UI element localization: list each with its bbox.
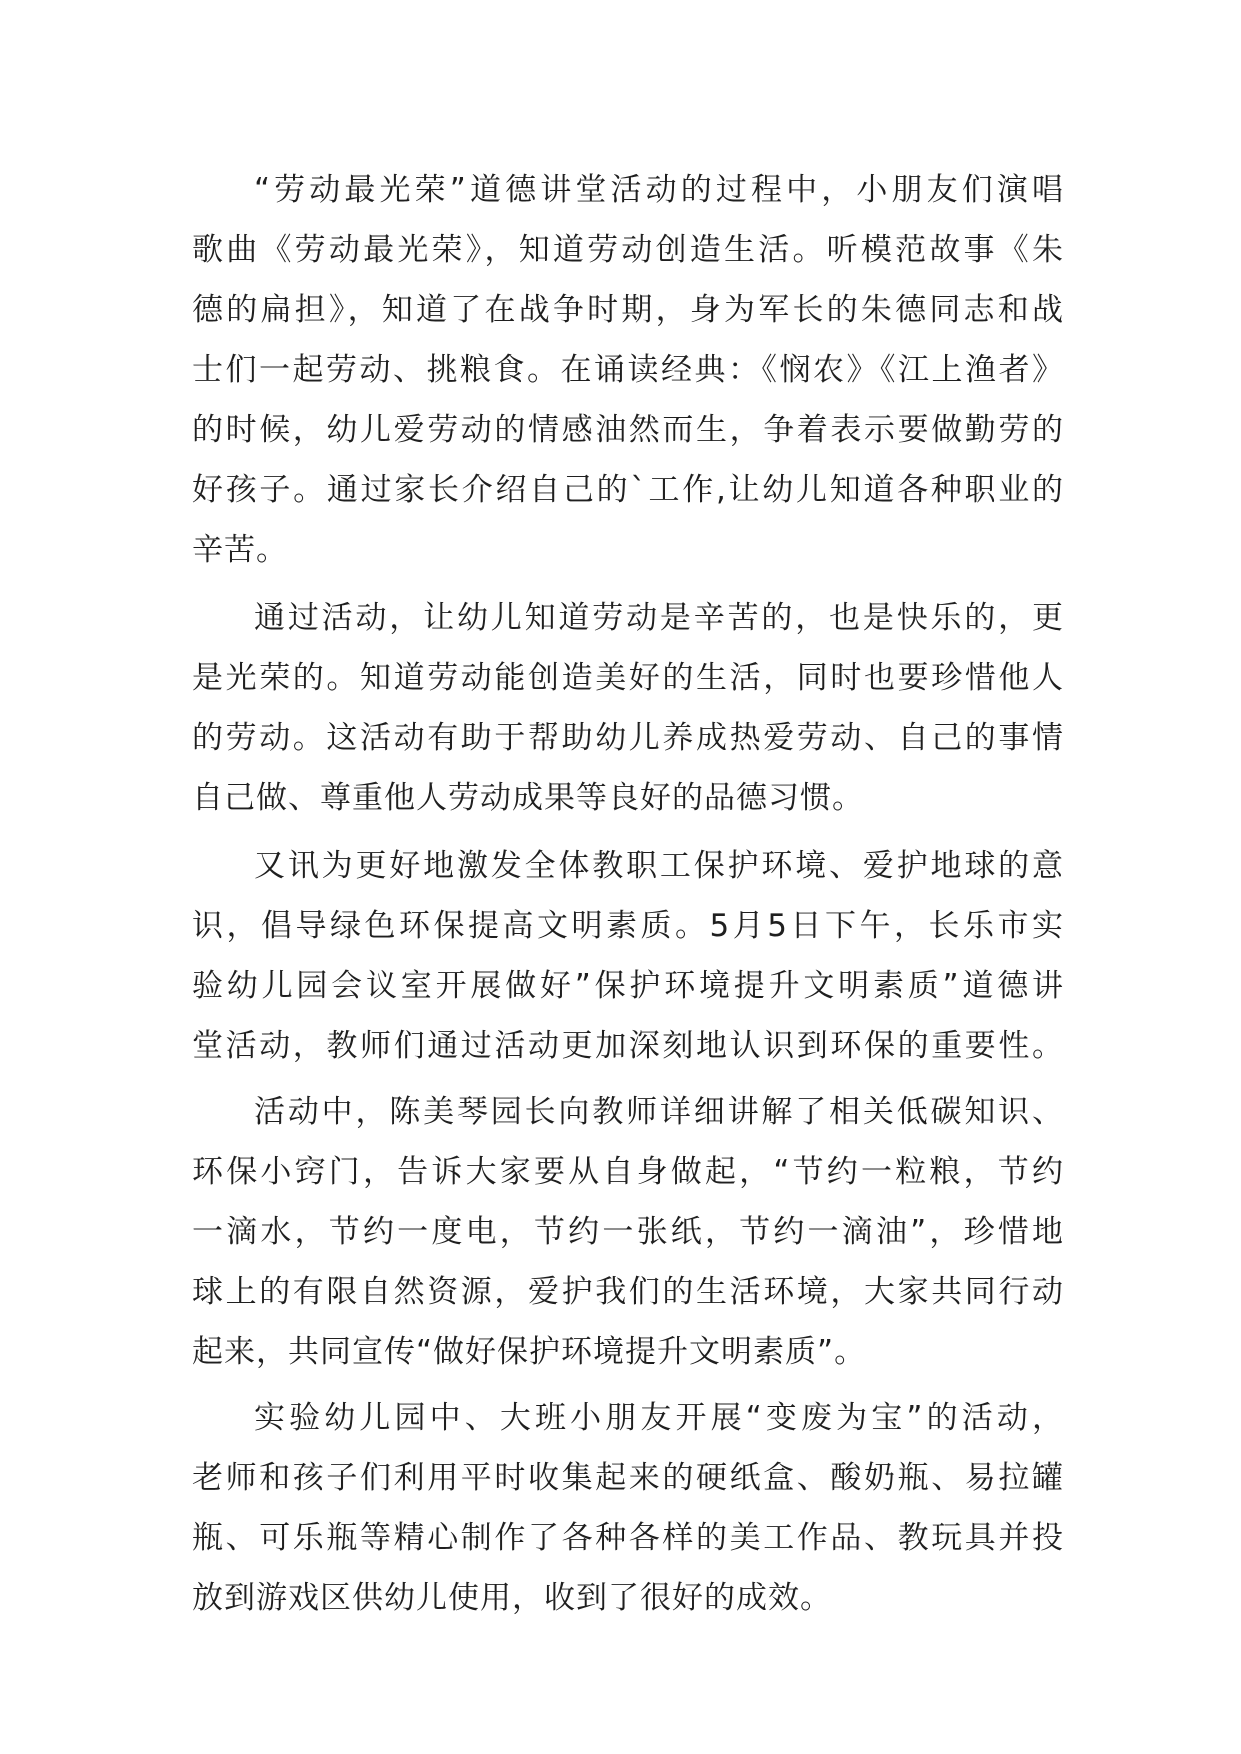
text-line: 辛苦。: [192, 532, 288, 568]
text-line: 又讯为更好地激发全体教职工保护环境、爱护地球的意: [254, 848, 1064, 884]
text-line: 的劳动。这活动有助于帮助幼儿养成热爱劳动、自己的事情: [192, 720, 1064, 756]
text-line: 的时候，幼儿爱劳动的情感油然而生，争着表示要做勤劳的: [192, 412, 1064, 448]
text-line: 通过活动，让幼儿知道劳动是辛苦的，也是快乐的，更: [254, 600, 1064, 636]
text-line: 是光荣的。知道劳动能创造美好的生活，同时也要珍惜他人: [192, 660, 1064, 696]
paragraph-3: [192, 836, 1064, 1076]
text-line: 实验幼儿园中、大班小朋友开展“变废为宝”的活动，: [254, 1400, 1064, 1436]
text-line: 自己做、尊重他人劳动成果等良好的品德习惯。: [192, 780, 864, 816]
text-line: 好孩子。通过家长介绍自己的`工作,让幼儿知道各种职业的: [192, 472, 1064, 508]
text-line: 环保小窍门，告诉大家要从自身做起，“节约一粒粮，节约: [192, 1154, 1064, 1190]
paragraph-2: [192, 588, 1064, 828]
text-line: 球上的有限自然资源，爱护我们的生活环境，大家共同行动: [192, 1274, 1064, 1310]
paragraph-5: [192, 1388, 1064, 1628]
text-line: 德的扁担》，知道了在战争时期，身为军长的朱德同志和战: [192, 292, 1064, 328]
text-line: 歌曲《劳动最光荣》，知道劳动创造生活。听模范故事《朱: [192, 232, 1064, 268]
text-line: 识，倡导绿色环保提高文明素质。5月5日下午，长乐市实: [192, 908, 1064, 944]
paragraph-1: [192, 160, 1064, 580]
text-line: 放到游戏区供幼儿使用，收到了很好的成效。: [192, 1580, 832, 1616]
text-line: 堂活动，教师们通过活动更加深刻地认识到环保的重要性。: [192, 1028, 1064, 1064]
text-line: 验幼儿园会议室开展做好”保护环境提升文明素质”道德讲: [192, 968, 1064, 1004]
paragraph-4: [192, 1082, 1064, 1382]
text-line: 老师和孩子们利用平时收集起来的硬纸盒、酸奶瓶、易拉罐: [192, 1460, 1064, 1496]
text-line: 起来，共同宣传“做好保护环境提升文明素质”。: [192, 1334, 867, 1370]
text-line: “劳动最光荣”道德讲堂活动的过程中，小朋友们演唱: [254, 172, 1064, 208]
text-line: 活动中，陈美琴园长向教师详细讲解了相关低碳知识、: [254, 1094, 1064, 1130]
text-line: 瓶、可乐瓶等精心制作了各种各样的美工作品、教玩具并投: [192, 1520, 1064, 1556]
text-line: 一滴水，节约一度电，节约一张纸，节约一滴油”，珍惜地: [192, 1214, 1064, 1250]
text-line: 士们一起劳动、挑粮食。在诵读经典：《悯农》《江上渔者》: [192, 352, 1064, 388]
